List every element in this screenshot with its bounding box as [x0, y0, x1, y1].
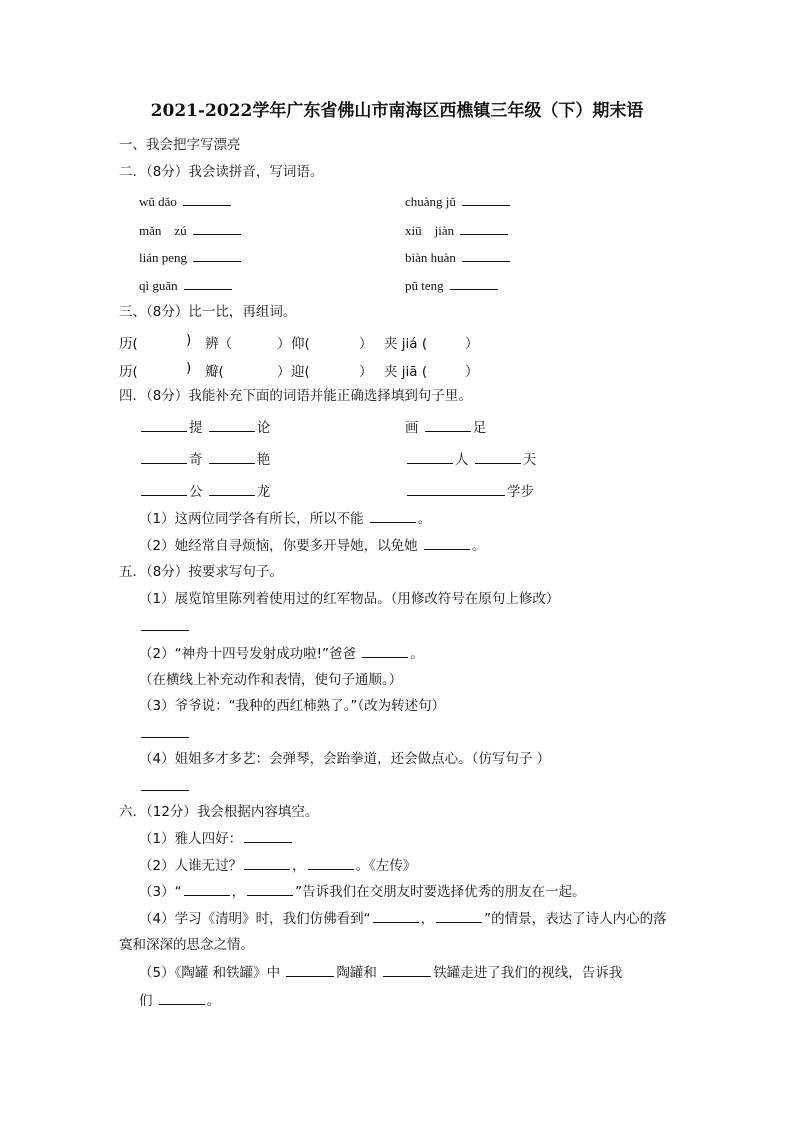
pinyin-item	[139, 220, 243, 239]
question-text: 。	[471, 538, 486, 554]
compare-char: 历(	[119, 336, 138, 352]
pinyin-text: biàn huàn	[405, 250, 456, 265]
idiom-char: 论	[256, 420, 271, 436]
answer-blank[interactable]	[193, 248, 241, 262]
question-text: 陶罐和	[336, 965, 377, 981]
question-text: （3）“	[139, 884, 182, 900]
compare-char: 辨（	[205, 336, 232, 352]
question-note: （在横线上补充动作和表情，使句子通顺。）	[139, 672, 403, 688]
compare-paren: ）	[359, 336, 373, 352]
answer-blank[interactable]	[209, 450, 255, 464]
idiom-item	[405, 448, 536, 468]
question-text: ”告诉我们在交朋友时要选择优秀的朋友在一起。	[295, 884, 586, 900]
pinyin-text: wǔ dǎo	[139, 194, 177, 209]
compare-char: 夹 jiā (	[384, 364, 428, 380]
idiom-char: 龙	[256, 484, 271, 500]
question-text: 寞和深深的思念之情。	[119, 937, 254, 953]
answer-line	[139, 777, 191, 796]
compare-char: 历(	[119, 364, 138, 380]
question-text: 。《左传》	[355, 858, 417, 874]
pinyin-text: mǎn zú	[139, 223, 187, 238]
idiom-item	[139, 480, 270, 500]
question-line	[139, 963, 622, 982]
question-line	[139, 856, 416, 875]
question-line	[139, 536, 485, 555]
pinyin-item	[405, 192, 512, 210]
compare-char: 迎(	[291, 364, 310, 380]
answer-blank[interactable]	[141, 724, 189, 738]
compare-paren: )	[186, 360, 192, 376]
pinyin-item	[405, 248, 512, 266]
answer-blank[interactable]	[141, 617, 189, 631]
answer-blank[interactable]	[370, 509, 416, 523]
question-line	[139, 882, 586, 901]
page-title: 2021-2022学年广东省佛山市南海区西樵镇三年级（下）期末语	[150, 101, 644, 121]
answer-blank[interactable]	[247, 882, 293, 896]
question-text: 。	[206, 993, 221, 1009]
pinyin-text: lián peng	[139, 250, 188, 265]
answer-blank[interactable]	[209, 482, 255, 496]
compare-paren: ）	[465, 336, 479, 352]
pinyin-item	[139, 276, 234, 294]
answer-blank[interactable]	[475, 450, 521, 464]
question-line	[139, 509, 431, 528]
compare-char: 瓣(	[205, 364, 224, 380]
idiom-char: 提	[189, 420, 203, 436]
answer-blank[interactable]	[450, 276, 498, 290]
question-text: （2）“神舟十四号发射成功啦!”爸爸	[139, 646, 356, 662]
compare-paren: ）	[277, 364, 291, 380]
answer-blank[interactable]	[362, 644, 408, 658]
section-4-heading: 四．（8分）我能补充下面的词语并能正确选择填到句子里。	[119, 388, 472, 404]
pinyin-text: chuàng jǔ	[405, 194, 456, 209]
question-text: ，	[420, 911, 435, 927]
idiom-char: 学步	[507, 484, 534, 500]
answer-blank[interactable]	[436, 909, 482, 923]
answer-blank[interactable]	[209, 418, 255, 432]
question-line	[139, 909, 667, 928]
section-5-heading: 五．（8分）按要求写句子。	[119, 564, 283, 580]
section-3-heading: 三、（8分）比一比，再组词。	[119, 304, 297, 320]
compare-paren: ）	[359, 364, 373, 380]
pinyin-text: qì guān	[139, 278, 178, 293]
question-text: （4）学习《清明》时，我们仿佛看到“	[139, 911, 371, 927]
question-text: （1）雅人四好：	[139, 831, 243, 847]
question-text: （5）《陶罐 和铁罐》中	[139, 965, 281, 981]
idiom-item	[139, 448, 270, 468]
question-text: （3）爷爷说：“我种的西红柿熟了。”（改为转述句）	[139, 698, 446, 714]
pinyin-item	[139, 192, 233, 210]
question-line	[139, 991, 220, 1010]
answer-blank[interactable]	[141, 450, 187, 464]
answer-blank[interactable]	[383, 963, 431, 977]
idiom-char: 画	[405, 420, 419, 436]
question-text: 们	[139, 993, 153, 1009]
answer-blank[interactable]	[159, 991, 205, 1005]
compare-char: 仰(	[291, 336, 310, 352]
compare-paren: ）	[465, 364, 479, 380]
compare-paren: )	[186, 332, 192, 348]
section-2-heading: 二．（8分）我会读拼音，写词语。	[119, 164, 324, 180]
answer-blank[interactable]	[183, 192, 231, 206]
question-text: （2）人谁无过？	[139, 858, 243, 874]
question-text: 。	[417, 511, 432, 527]
question-text: （1）这两位同学各有所长，所以不能	[139, 511, 364, 527]
answer-blank[interactable]	[184, 276, 232, 290]
answer-line	[139, 617, 191, 636]
idiom-item	[139, 416, 270, 436]
section-6-heading: 六．（12分）我会根据内容填空。	[119, 804, 319, 820]
pinyin-item	[139, 248, 243, 266]
answer-blank[interactable]	[424, 536, 470, 550]
pinyin-text: pū teng	[405, 278, 444, 293]
answer-blank[interactable]	[244, 829, 292, 843]
question-text: （4）姐姐多才多艺：会弹琴，会跆拳道，还会做点心。（仿写句子 ）	[139, 751, 551, 767]
question-text: （2）她经常自寻烦恼，你要多开导她，以免她	[139, 538, 418, 554]
question-line	[139, 829, 294, 848]
question-text: 铁罐走进了我们的视线，告诉我	[433, 965, 623, 981]
pinyin-text: xiū jiàn	[405, 223, 455, 238]
question-text: ”的情景，表达了诗人内心的落	[484, 911, 667, 927]
idiom-char: 人	[455, 452, 469, 468]
answer-blank[interactable]	[460, 221, 508, 235]
answer-blank[interactable]	[373, 909, 419, 923]
answer-blank[interactable]	[286, 963, 334, 977]
answer-blank[interactable]	[425, 418, 471, 432]
idiom-char: 奇	[189, 452, 203, 468]
idiom-item	[405, 480, 534, 500]
section-1-heading: 一、我会把字写漂亮	[119, 137, 241, 153]
compare-char: 夹 jiá (	[384, 336, 428, 352]
compare-paren: ）	[277, 336, 291, 352]
answer-blank[interactable]	[141, 777, 189, 791]
answer-blank[interactable]	[407, 450, 453, 464]
idiom-char: 艳	[256, 452, 271, 468]
answer-blank[interactable]	[462, 192, 510, 206]
idiom-item	[405, 416, 486, 436]
idiom-char: 天	[522, 452, 537, 468]
answer-blank[interactable]	[141, 482, 187, 496]
idiom-char: 足	[472, 420, 487, 436]
pinyin-item	[405, 276, 500, 294]
pinyin-item	[405, 220, 510, 239]
question-text: （1）展览馆里陈列着使用过的红军物品。（用修改符号在原句上修改）	[139, 591, 560, 607]
question-text: 。	[410, 646, 424, 662]
answer-blank[interactable]	[244, 856, 290, 870]
answer-blank[interactable]	[184, 882, 230, 896]
answer-blank[interactable]	[193, 221, 241, 235]
answer-line	[139, 724, 191, 743]
answer-blank[interactable]	[407, 482, 505, 496]
answer-blank[interactable]	[308, 856, 354, 870]
question-text: ，	[231, 884, 246, 900]
idiom-char: 公	[189, 484, 203, 500]
question-line	[139, 644, 424, 663]
answer-blank[interactable]	[462, 248, 510, 262]
answer-blank[interactable]	[141, 418, 187, 432]
question-text: ，	[292, 858, 306, 874]
